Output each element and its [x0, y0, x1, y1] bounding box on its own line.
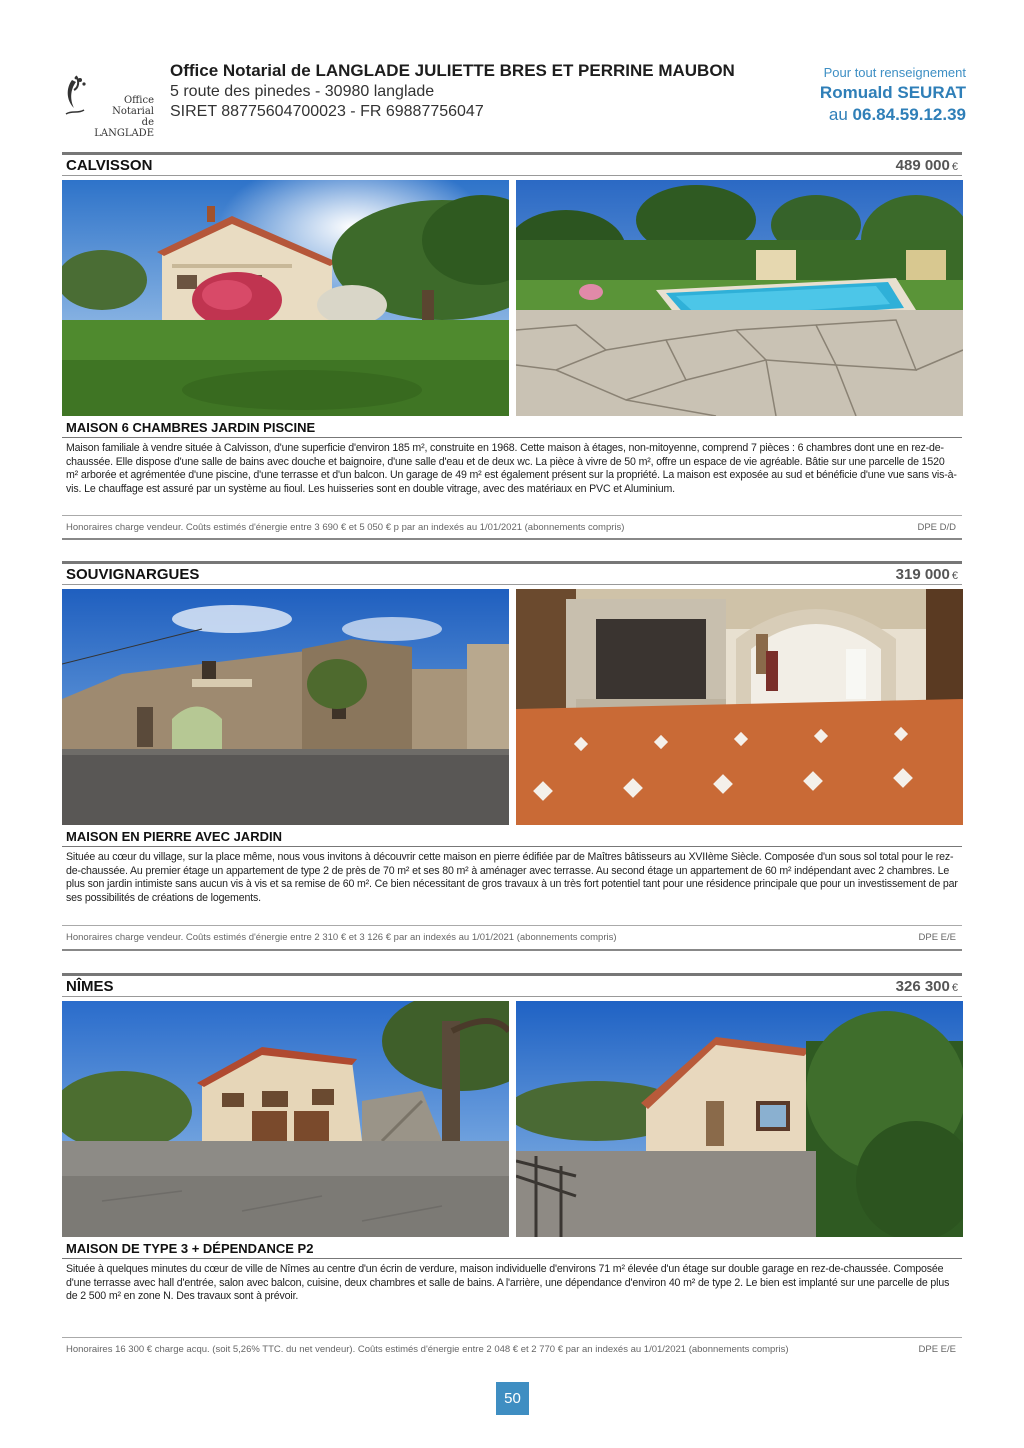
listing-price — [896, 157, 958, 174]
contact-prefix: au — [828, 105, 848, 124]
listing-title-bar — [62, 973, 962, 997]
office-logo — [62, 74, 162, 139]
office-info — [170, 60, 770, 122]
listing-souvignargues — [62, 561, 962, 951]
office-name: Office Notarial de LANGLADE JULIETTE BRES ET PERRINE MAUBON — [170, 61, 735, 80]
listing-dpe: DPE E/E — [918, 932, 956, 943]
logo-line-1: Office Notarial — [112, 95, 154, 117]
listing-subtitle: MAISON EN PIERRE AVEC JARDIN — [66, 829, 282, 844]
listing-fees: Honoraires charge vendeur. Coûts estimés d'énergie entre 2 310 € et 3 126 € par an indexés au 1/01/2021 (abonnements compris) — [66, 932, 617, 943]
listing-city: NÎMES — [66, 978, 114, 995]
price-value: 489 000 — [895, 157, 950, 174]
logo-line-2: de LANGLADE — [94, 117, 154, 139]
listing-photos — [62, 589, 962, 825]
price-currency: € — [951, 982, 958, 994]
listing-calvisson — [62, 152, 962, 542]
contact-phone-line — [820, 104, 966, 126]
listing-dpe: DPE E/E — [918, 1344, 956, 1355]
subtitle-divider — [62, 437, 962, 438]
price-value: 326 300 — [895, 978, 950, 995]
listing-subtitle: MAISON 6 CHAMBRES JARDIN PISCINE — [66, 420, 316, 435]
contact-name: Romuald SEURAT — [819, 83, 966, 102]
price-currency: € — [951, 161, 958, 173]
listing-title-bar — [62, 152, 962, 176]
stone-house-photo[interactable] — [62, 589, 509, 825]
listing-photos — [62, 180, 962, 416]
listing-title-bar — [62, 561, 962, 585]
fees-divider — [62, 1337, 962, 1338]
listing-city: CALVISSON — [66, 157, 153, 174]
contact-phone[interactable]: 06.84.59.12.39 — [852, 105, 966, 124]
listing-nimes — [62, 973, 962, 1363]
listing-photos — [62, 1001, 962, 1237]
page-number: 50 — [496, 1382, 529, 1415]
listing-price — [896, 978, 958, 995]
contact-block — [820, 64, 966, 126]
listing-end-divider — [62, 538, 962, 540]
listing-price — [896, 566, 958, 583]
listing-description: Maison familiale à vendre située à Calvisson, d'une superficie d'environ 185 m², construite en 1968. Cette maison à étages, non-mitoyenne, comprend 7 pièces : 6 chambres dont une en rez-de-chaussée. Elle dispose d'une salle de bains avec douche et baignoire, d'une salle d'eau et de deux wc. La pièce à vivre de 50 m², offre un espace de vie agréable. Bâtie sur une parcelle de 1520 m² arborée et agrémentée d'une piscine, d'une terrasse et d'un balcon. Un garage de 49 m² est également présent sur la propriété. La maison est exposée au sud et bénéficie d'une vue sans vis-à-vis. Le chauffage est assuré par un système au fioul. Les huisseries sont en double vitrage, avec des matériaux en PVC et Aluminium. — [66, 442, 957, 495]
listing-fees: Honoraires 16 300 € charge acqu. (soit 5,26% TTC. du net vendeur). Coûts estimés d'énergie entre 2 048 € et 2 770 € par an indexés au 1/01/2021 (abonnements compris) — [66, 1344, 789, 1355]
listing-end-divider — [62, 949, 962, 951]
page-header — [62, 60, 966, 139]
listing-description: Située à quelques minutes du cœur de ville de Nîmes au centre d'un écrin de verdure, maison individuelle d'environs 71 m² élevée d'un étage sur double garage en rez-de-chaussée. Composée d'une terrasse avec hall d'entrée, salon avec balcon, cuisine, deux chambres et salle de bains. A l'arrière, une dépendance d'environ 40 m² de type 2. Le bien est implanté sur une parcelle de plus de 2 500 m² en zone N. Des travaux sont à prévoir. — [66, 1263, 950, 1302]
office-address: 5 route des pinedes - 30980 langlade — [170, 83, 435, 100]
pool-photo[interactable] — [516, 180, 963, 416]
listing-fees: Honoraires charge vendeur. Coûts estimés d'énergie entre 3 690 € et 5 050 € p par an indexés au 1/01/2021 (abonnements compris) — [66, 522, 625, 533]
house-garage-photo[interactable] — [62, 1001, 509, 1237]
office-siret: SIRET 88775604700023 - FR 69887756047 — [170, 103, 484, 120]
contact-label: Pour tout renseignement — [823, 65, 966, 80]
listing-description: Située au cœur du village, sur la place même, nous vous invitons à découvrir cette maison en pierre édifiée par de Maîtres bâtisseurs au XVIIème Siècle. Composée d'un sous sol total pour le rez-de-chaussée. Au premier étage un appartement de type 2 de près de 70 m² et ses 80 m² à aménager avec terrasse. Au second étage un appartement de 60 m² indépendant avec 2 chambres. Le plus son jardin intimiste sans aucun vis à vis et sa remise de 60 m². Ce bien nécessitant de gros travaux à un très fort potentiel tant pour une résidence principale que pour un investissement de par ses possibilités de créations de logements. — [66, 851, 958, 904]
house-garden-photo[interactable] — [62, 180, 509, 416]
listing-dpe: DPE D/D — [917, 522, 956, 533]
logo-text — [82, 95, 154, 139]
fees-divider — [62, 925, 962, 926]
listing-subtitle: MAISON DE TYPE 3 + DÉPENDANCE P2 — [66, 1241, 314, 1256]
fireplace-interior-photo[interactable] — [516, 589, 963, 825]
subtitle-divider — [62, 846, 962, 847]
price-value: 319 000 — [895, 566, 950, 583]
price-currency: € — [951, 570, 958, 582]
subtitle-divider — [62, 1258, 962, 1259]
annex-house-photo[interactable] — [516, 1001, 963, 1237]
listing-city: SOUVIGNARGUES — [66, 566, 200, 583]
fees-divider — [62, 515, 962, 516]
